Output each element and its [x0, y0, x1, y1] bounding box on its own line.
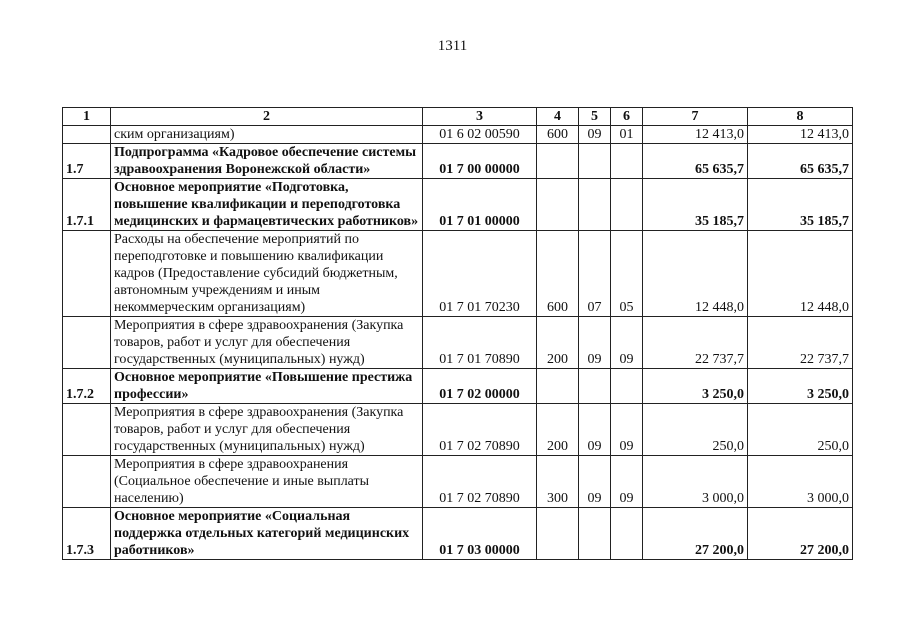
- row-description: Основное мероприятие «Повышение престижа профессии»: [111, 369, 423, 404]
- table-row: [63, 404, 853, 456]
- row-description: Мероприятия в сфере здравоохранения (Социальное обеспечение и иные выплаты населению): [111, 456, 423, 508]
- expense-type-code: [537, 508, 579, 560]
- section-code: 09: [579, 126, 611, 144]
- amount-col-8: 65 635,7: [748, 144, 853, 179]
- amount-col-7: 12 413,0: [643, 126, 748, 144]
- table-header-row: [63, 108, 853, 126]
- subsection-code: [611, 508, 643, 560]
- row-number: [63, 456, 111, 508]
- table-body: [63, 126, 853, 560]
- amount-col-8: 12 448,0: [748, 231, 853, 317]
- amount-col-7: 12 448,0: [643, 231, 748, 317]
- table-row: [63, 231, 853, 317]
- table-row: [63, 179, 853, 231]
- budget-code: 01 7 02 70890: [423, 404, 537, 456]
- amount-col-8: 250,0: [748, 404, 853, 456]
- row-number: 1.7: [63, 144, 111, 179]
- table-row: [63, 369, 853, 404]
- subsection-code: 09: [611, 404, 643, 456]
- amount-col-7: 22 737,7: [643, 317, 748, 369]
- amount-col-8: 35 185,7: [748, 179, 853, 231]
- expense-type-code: [537, 179, 579, 231]
- subsection-code: [611, 369, 643, 404]
- row-description: Подпрограмма «Кадровое обеспечение системы здравоохранения Воронежской области»: [111, 144, 423, 179]
- expense-type-code: 600: [537, 231, 579, 317]
- column-header: 2: [111, 108, 423, 126]
- amount-col-7: 65 635,7: [643, 144, 748, 179]
- column-header: 6: [611, 108, 643, 126]
- column-header: 1: [63, 108, 111, 126]
- section-code: 09: [579, 317, 611, 369]
- section-code: [579, 369, 611, 404]
- expense-type-code: 300: [537, 456, 579, 508]
- amount-col-7: 27 200,0: [643, 508, 748, 560]
- column-header: 8: [748, 108, 853, 126]
- amount-col-8: 3 000,0: [748, 456, 853, 508]
- table-row: [63, 144, 853, 179]
- budget-table: [62, 107, 853, 560]
- section-code: 09: [579, 404, 611, 456]
- page-number: 1311: [437, 38, 468, 54]
- row-description: Основное мероприятие «Подготовка, повышение квалификации и переподготовка медицинских и фармацевтических работников»: [111, 179, 423, 231]
- section-code: 07: [579, 231, 611, 317]
- amount-col-7: 250,0: [643, 404, 748, 456]
- budget-code: 01 7 03 00000: [423, 508, 537, 560]
- table-row: [63, 126, 853, 144]
- column-header: 3: [423, 108, 537, 126]
- amount-col-7: 3 250,0: [643, 369, 748, 404]
- subsection-code: [611, 144, 643, 179]
- column-header: 4: [537, 108, 579, 126]
- section-code: [579, 144, 611, 179]
- amount-col-8: 3 250,0: [748, 369, 853, 404]
- budget-code: 01 7 01 70230: [423, 231, 537, 317]
- amount-col-8: 12 413,0: [748, 126, 853, 144]
- subsection-code: 09: [611, 317, 643, 369]
- row-description: Основное мероприятие «Социальная поддержка отдельных категорий медицинских работников»: [111, 508, 423, 560]
- expense-type-code: 200: [537, 317, 579, 369]
- row-number: [63, 231, 111, 317]
- table-row: [63, 456, 853, 508]
- budget-code: 01 6 02 00590: [423, 126, 537, 144]
- expense-type-code: [537, 369, 579, 404]
- budget-code: 01 7 01 70890: [423, 317, 537, 369]
- subsection-code: [611, 179, 643, 231]
- row-number: [63, 126, 111, 144]
- subsection-code: 01: [611, 126, 643, 144]
- subsection-code: 09: [611, 456, 643, 508]
- amount-col-8: 27 200,0: [748, 508, 853, 560]
- row-number: [63, 317, 111, 369]
- row-number: [63, 404, 111, 456]
- budget-code: 01 7 01 00000: [423, 179, 537, 231]
- row-description: Мероприятия в сфере здравоохранения (Закупка товаров, работ и услуг для обеспечения государственных (муниципальных) нужд): [111, 404, 423, 456]
- row-description: Мероприятия в сфере здравоохранения (Закупка товаров, работ и услуг для обеспечения государственных (муниципальных) нужд): [111, 317, 423, 369]
- expense-type-code: 600: [537, 126, 579, 144]
- section-code: 09: [579, 456, 611, 508]
- amount-col-7: 35 185,7: [643, 179, 748, 231]
- table-row: [63, 317, 853, 369]
- subsection-code: 05: [611, 231, 643, 317]
- row-description: ским организациям): [111, 126, 423, 144]
- budget-code: 01 7 02 70890: [423, 456, 537, 508]
- row-description: Расходы на обеспечение мероприятий по переподготовке и повышению квалификации кадров (Предоставление субсидий бюджетным, автономным учреждениям и иным некоммерческим организациям): [111, 231, 423, 317]
- budget-code: 01 7 02 00000: [423, 369, 537, 404]
- budget-code: 01 7 00 00000: [423, 144, 537, 179]
- column-header: 7: [643, 108, 748, 126]
- row-number: 1.7.3: [63, 508, 111, 560]
- row-number: 1.7.2: [63, 369, 111, 404]
- amount-col-7: 3 000,0: [643, 456, 748, 508]
- row-number: 1.7.1: [63, 179, 111, 231]
- table-row: [63, 508, 853, 560]
- section-code: [579, 508, 611, 560]
- section-code: [579, 179, 611, 231]
- expense-type-code: 200: [537, 404, 579, 456]
- column-header: 5: [579, 108, 611, 126]
- expense-type-code: [537, 144, 579, 179]
- amount-col-8: 22 737,7: [748, 317, 853, 369]
